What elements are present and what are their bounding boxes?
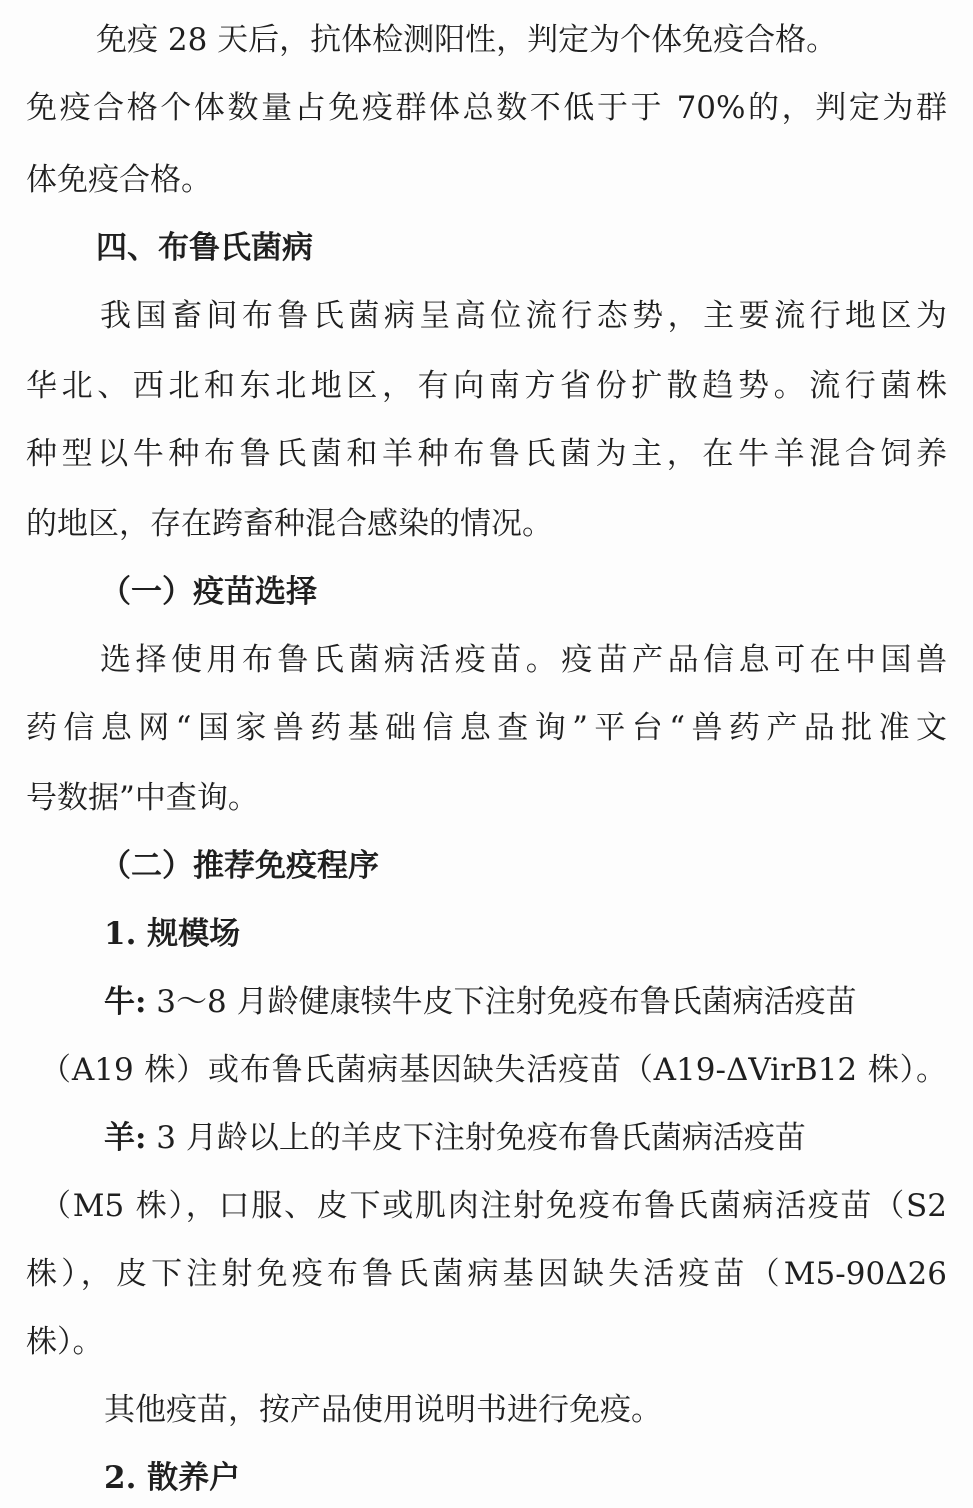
smallholder-heading: 2. 散养户 — [104, 1460, 241, 1496]
para3-line2: 药信息网“国家兽药基础信息查询”平台“兽药产品批准文 — [26, 710, 947, 746]
para1-line1: 免疫 28 天后，抗体检测阳性，判定为个体免疫合格。 — [96, 22, 838, 58]
sheep-text: 3 月龄以上的羊皮下注射免疫布鲁氏菌病活疫苗 — [146, 1120, 806, 1156]
para2-line2: 华北、西北和东北地区，有向南方省份扩散趋势。流行菌株 — [26, 368, 947, 404]
recommended-program-heading: （二）推荐免疫程序 — [100, 848, 379, 884]
sheep-label: 羊: — [104, 1120, 147, 1156]
sheep-line3: 株），皮下注射免疫布鲁氏菌病基因缺失活疫苗（M5-90Δ26 — [26, 1256, 947, 1292]
large-farm-heading: 1. 规模场 — [104, 916, 241, 952]
cattle-line1 — [104, 982, 947, 1022]
para1-line2: 免疫合格个体数量占免疫群体总数不低于于 70%的，判定为群 — [26, 90, 947, 126]
section4-heading: 四、布鲁氏菌病 — [96, 230, 313, 266]
para3-line3: 号数据”中查询。 — [26, 780, 259, 816]
para1-line3: 体免疫合格。 — [26, 162, 212, 198]
para2-line3: 种型以牛种布鲁氏菌和羊种布鲁氏菌为主，在牛羊混合饲养 — [26, 436, 947, 472]
sheep-line2: （M5 株），口服、皮下或肌肉注射免疫布鲁氏菌病活疫苗（S2 — [40, 1188, 947, 1224]
cattle-line2: （A19 株）或布鲁氏菌病基因缺失活疫苗（A19-ΔVirB12 株）。 — [40, 1052, 947, 1088]
sheep-line1 — [104, 1118, 947, 1158]
para2-line4: 的地区，存在跨畜种混合感染的情况。 — [26, 506, 553, 542]
para2-line1: 我国畜间布鲁氏菌病呈高位流行态势，主要流行地区为 — [100, 298, 947, 334]
para3-line1: 选择使用布鲁氏菌病活疫苗。疫苗产品信息可在中国兽 — [100, 642, 947, 678]
sheep-line4: 株）。 — [26, 1324, 104, 1360]
other-vaccines-text: 其他疫苗，按产品使用说明书进行免疫。 — [104, 1392, 662, 1428]
cattle-label: 牛: — [104, 984, 147, 1020]
vaccine-selection-heading: （一）疫苗选择 — [100, 574, 317, 610]
cattle-text: 3～8 月龄健康犊牛皮下注射免疫布鲁氏菌病活疫苗 — [146, 984, 857, 1020]
